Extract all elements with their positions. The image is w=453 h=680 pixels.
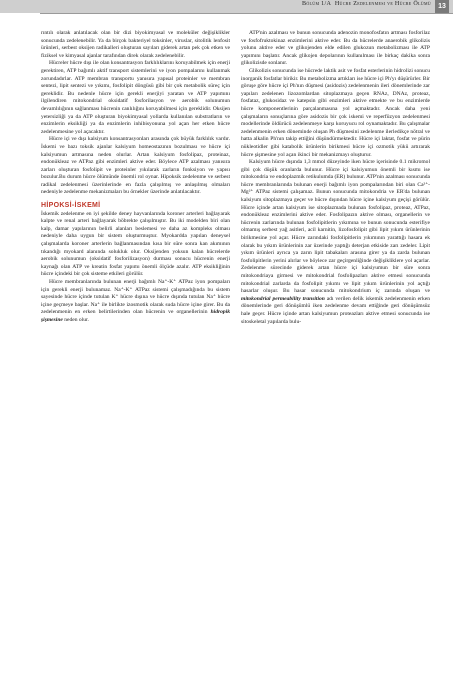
paragraph: ATP'nin azalması ve bunun sonucunda adenozin monofosfatın artması fosforilaz ve fosfofruktokinaz enzimlerini aktive eder. Bu da hücrelerde anaerobik glikolizis yolunu aktive eder ve glikojenden elde edilen glukozun metabolizması ile ATP yapımını başlatır. Ancak glikojen depolarının kullanılması ile birkaç dakika sonra glikolizisde sonlanır. <box>241 30 430 67</box>
header-rule <box>40 13 453 14</box>
running-header <box>0 0 453 20</box>
paragraph-tail: neden olur. <box>62 316 89 323</box>
header-chapter-title: Hücre Zedelenmesi ve Hücre Ölümü <box>334 1 431 7</box>
paragraph: Hücre içi ve dışı kalsiyum konsantrasyonları arasında çok büyük farklılık vardır. İskemi ve bazı toksik ajanlar kalsiyum homeostazının bozulması ve hücre içi kalsiyumun artmasına neden olurlar. Artan kalsiyum fosfolipaz, proteinaz, endonükleaz ve ATPaz gibi enzimleri aktive eder. Böylece ATP azalması yanısıra zarları oluşturan fosfolipit ve proteinler yıkılarak zarların fonksiyon ve yapısı bozulur.Bu durum hücre ölümünde önemli rol oynar. Hipoksik zedelenme ve serbest radikal zedelenmesi üzerinlerinde en fazla çalışılmış ve anlaşılmış olmaları nedeniyle zedelenme mekanizmaları bu örnekler üzerinde anlatılacaktır. <box>41 136 230 196</box>
paragraph: Hücreler hücre dışı ile olan konsantrasyon farklılıklarını koruyabilmek için enerji gerektiren, ATP bağımlı aktif transport sistemlerini ve iyon pompalarını kullanmak zorundadırlar. ATP membran transportu yanısıra yapısal proteinler ve membran sentezi, lipit sentezi ve yıkımı, fosfolipit döngüsü gibi bir çok metabolik süreç için gereklidir. Bu nedenle hücre için gerekli enerjiyi yaratan ve ATP yapımını ilgilendiren mitokondrial oksidatif fosforilasyon ve aerobik solunumun devamlılığının sağlanması hücrenin canlılığını koruyabilmesi için gereklidir. Oksijen yetersizliği ya da ATP oluşturan biyokimyasal yollarda kullanılan substratların ve enzimlerin eksikliği ya da enzimlerin inhibisyonuna yol açan her etken hücre zedelenmesine yol açacaktır. <box>41 60 230 135</box>
emphasis-term: hidropik şişmesine <box>41 309 230 323</box>
paragraph-text: Kalsiyum hücre dışında 1,3 mmol düzeyinde iken hücre içerisinde 0.1 mikromol gibi çok düşük oranlarda bulunur. Hücre içi kalsiyumun önemli bir kısmı ise mitokondria ve endoplazmik retikulumda (ER) bulunur. ATP'nin azalması sonucunda hücre membranlarında bulunan enerji bağımlı iyon pompalarından biri olan Ca²⁺-Mg²⁺ ATPaz sistemi çalışamaz. Bunun sonucunda mitokondria ve ER'da bulunan kalsiyum sitoplazmaya geçer ve hücre dışından hücre içine kalsiyum geçişi görülür. Hücre içinde artan kalsiyum ise sitoplazmada bulunan fosfolipaz, proteaz, ATPaz, endonükleaz enzimlerini aktive eder. Fosfolipazın aktive olması, organellerin ve hücrenin zarlarında bulunan fosfolipitlerin yıkımına ve bunun sonucunda esterifiye olmamış serbest yağ asitleri, acil karnitin, lizofosfolipit gibi lipit yıkım ürünlerinin birikmesine yol açar. Hücre zarındaki fosfolipitlerin yıkımının yarattığı hasara ek olarak bu yıkım ürünlerinin zar üzerinde yaptığı deterjan etkiside zarı zedeler. Lipit yıkım ürünleri ayrıca ya zarın lipit tabakaları arasına girer ya da zarda bulunan fosfolipitlerin yerini alırlar ve böylece zar geçirgenliğinde değişikliklere yol açarlar. Zedelenme sürecinde giderek artan hücre içi kalsiyumun bir süre sonra mitokondriaya girmesi ve mitokondrial fosfolipazları aktive etmesi sonucunda mitokondrial zarlarda da fosfolipit yıkımı ve lipit yıkım ürünlerinin yol açtığı hasarlar oluşur. Bu hasar sonucunda mitokondrium iç zarında oluşan ve <box>241 159 430 295</box>
paragraph <box>41 279 230 325</box>
paragraph-tail: adı verilen delik iskemik zedelenmenin erken dönemlerinde geri dönüşümlü iken zedelenme devam ettiğinde geri dönüşümsüz hale geçer. Hücre içinde artan kalsiyumun proteazları aktive etmesi sonucunda ise sitoskeletal yapılarda bulu- <box>241 295 430 325</box>
section-title-hipoksi-iskemi: HİPOKSİ-İSKEMİ <box>41 202 101 210</box>
emphasis-term: mitokondrial permeability transition <box>241 295 325 302</box>
paragraph: Glikolizis sonucunda ise hücrede laktik asit ve fosfat esterlerinin hidrolizi sonucu inorganik fosfatlar birikir. Bu metabolizma artıkları ise hücre içi Ph'yı düşürürler. Bir göruşe göre hücre içi Ph'nın düşmesi (asidozis) zedelenmenin ileri dönemlerinde zar yapıları zedelenen lizozomlardan sitoplazmaya geçen RNAz, DNAz, proteaz, fosfataz, glukosidaz ve katepsin gibi enzimleri aktive etmekte ve bu enzimlerde hücre komponentlerinin parçalanmasına yol açmaktadır. Ancak daha yeni çalışmaların sonuçlarına göre asidozis bir çok iskemi ve reperfüzyon zedelenmesi modellerinde öldürücü zedelenmeye karşı koruyucu rol oynamaktadır. Bu çalışmalar zedelenmenin erken döneminde oluşan Ph düşmesini zedelenme ilerledikçe nötral ve hatta alkalin Ph'nın takip ettiğini düşündürmektedir. Hücre içi laktat, fosfat ve pürin nükleotidler gibi katabolik ürünlerin birikmesi hücre içi ozmotik yükü artırarak hücre şişmesine yol açan ikinci bir mekanizmayı oluşturur. <box>241 67 430 158</box>
paragraph: rıntılı olarak anlatılacak olan bir dizi biyokimyasal ve moleküler değişiklikler sonucunda zedelenebilir. Ya da birçok bakteriyel toksinler, viruslar, sitolitik lenfosit ürünleri, serbest oksijen radikalleri oluşturan sayıları giderek artan pek çok etken ve fiziksel ve kimyasal ajanlar tarafından direk olarak zedelenebilir. <box>41 30 230 59</box>
header-text <box>302 1 431 7</box>
page-number: 13 <box>435 0 449 13</box>
right-column <box>241 30 430 326</box>
left-column <box>41 30 230 325</box>
paragraph: İskemik zedelenme en iyi şekilde deney hayvanlarında koroner arterleri bağlayarak kalpte ve renal arteri bağlayarak böbrekte çalışılmıştır. Bu iki modelden biri olan kalp, damar yapılarının belirli alanları beslemesi ve daha az kompleks olması nedeniyle daha uygun bir sistem oluşturmuştur. Myokardda yapılan deneysel çalışmalarda koroner arterlerin bağlanmasından kısa bir süre sonra kan akımının tıkandığı myokard alanında solukluk olur. Oksijenden yoksun kalan hücrelerde aerobik solunumun (oksidatif fosforilizasyon) durması sonucu hücrenin enerji kaynağı olan ATP ve kreatin fosfat yapımı önemli ölçüde azalır. ATP eksikliğinin hücre içindeki bir çok sisteme etkileri görülür. <box>41 210 230 278</box>
paragraph <box>241 159 430 326</box>
header-section: Bölüm 1/A <box>301 1 332 7</box>
paragraph-text: Hücre membranlarında bulunan enerji bağımlı Na⁺-K⁺ ATPaz iyon pompaları için gerekli enerji bulunamaz. Na⁺-K⁺ ATPaz sistemi çalışmadığında bu sistem sayesinde hücre içinde tutulan K⁺ hücre dışına ve hücre dışında tutulan Na⁺ hücre içine geçmeye başlar. Na⁺ ile birlikte izosmotik olarak suda hücre içine girer. Bu da zedelenmenin en erken belirtilerinden olan hücrenin ve organellerinin <box>41 279 230 316</box>
